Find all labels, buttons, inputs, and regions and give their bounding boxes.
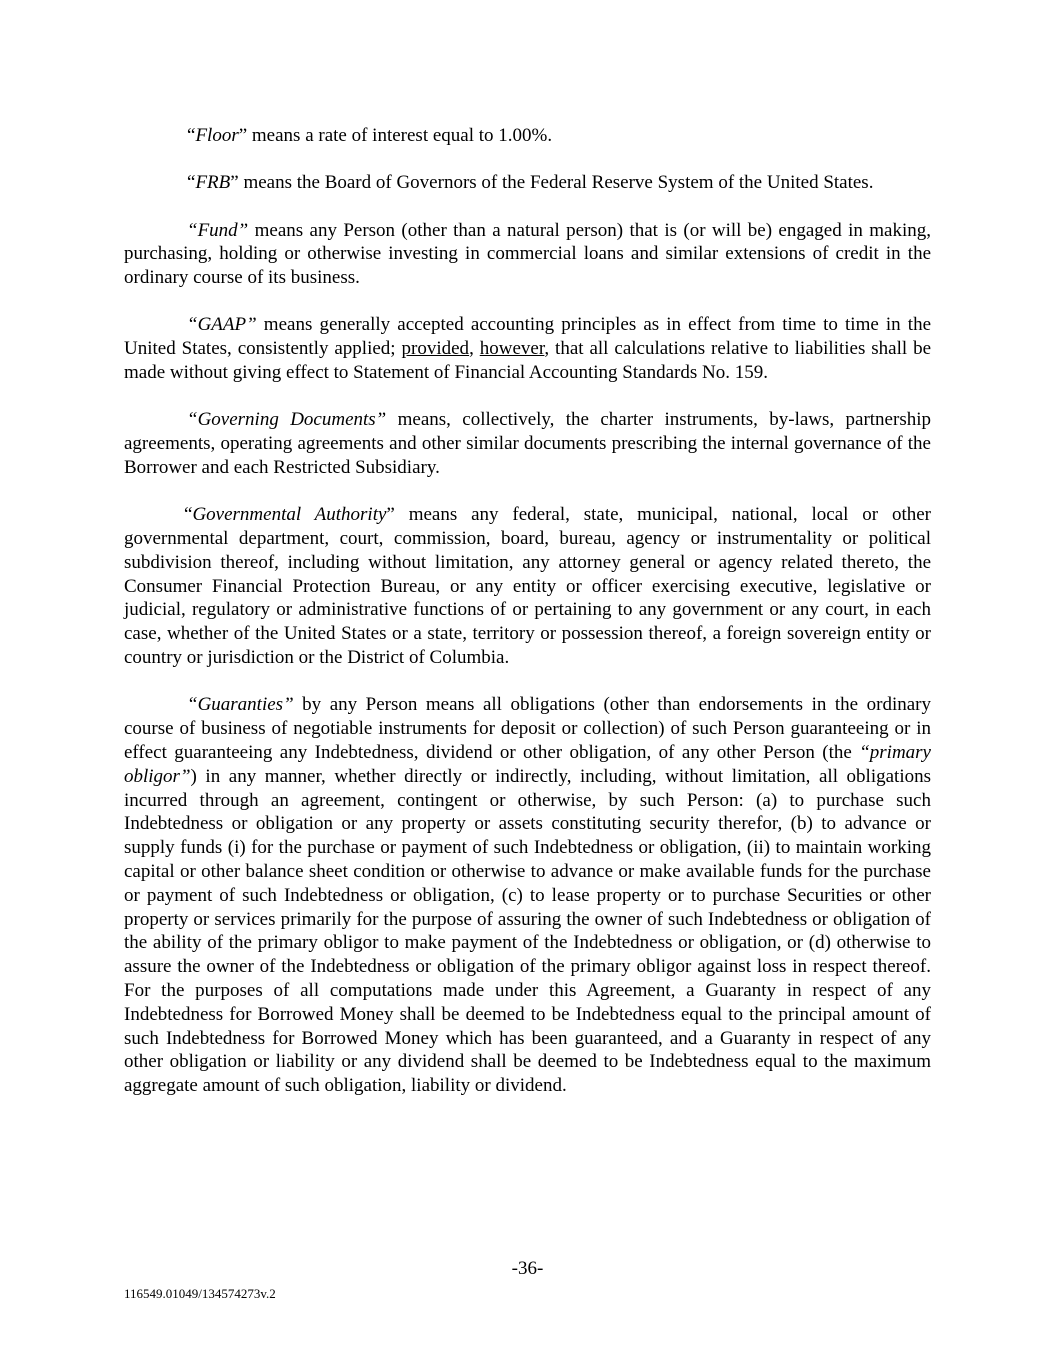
definition-governing-documents [124, 408, 931, 479]
definition-text: ” means any federal, state, municipal, national, local or other governmental department, court, commission, board, bureau, agency or instrumentality or political subdivision thereof, including without limitation, any attorney general or agency related thereto, the Consumer Financial Protection Bureau, or any entity or officer exercising executive, legislative or judicial, regulatory or administrative functions of or pertaining to any government or any court, in each case, whether of the United States or a state, territory or possession thereof, a foreign sovereign entity or country or jurisdiction or the District of Columbia. [124, 504, 932, 669]
open-quote: “ [187, 172, 196, 194]
defined-term: “Governing Documents” [187, 409, 387, 431]
defined-term: Floor [195, 125, 239, 146]
however-underlined: however [479, 338, 545, 360]
defined-term: “GAAP” [187, 314, 257, 336]
defined-term: “Guaranties” [187, 694, 294, 716]
definition-fund [124, 219, 931, 290]
definition-governmental-authority [124, 503, 931, 670]
definition-text-continued: ) in any manner, whether directly or indirectly, including, without limitation, all obligations incurred through an agreement, contingent or otherwise, by such Person: (a) to purchase such Indebtedness or obligation or any property or assets constituting security therefor, (b) to advance or supply funds (i) for the purchase or payment of such Indebtedness or obligation, (ii) to maintain working capital or other balance sheet condition or otherwise to advance or make available funds for the purchase or payment of such Indebtedness or obligation, (c) to lease property or to purchase Securities or other property or services primarily for the purpose of assuring the owner of such Indebtedness or obligation of the ability of the primary obligor to make payment of the Indebtedness or obligation, or (d) otherwise to assure the owner of the Indebtedness or obligation of the primary obligor against loss in respect thereof. For the purposes of all computations made under this Agreement, a Guaranty in respect of any Indebtedness for Borrowed Money shall be deemed to be Indebtedness equal to the principal amount of such Indebtedness for Borrowed Money which has been guaranteed, and a Guaranty in respect of any other obligation or liability or any dividend shall be deemed to be Indebtedness equal to the maximum aggregate amount of such obligation, liability or dividend. [124, 765, 931, 1097]
provided-underlined: provided [401, 338, 470, 360]
definition-text: means, collectively, the charter instruments, by-laws, partnership agreements, operating agreements and other similar documents prescribing the internal governance of the Borrower and each Restricted Subsidiary. [124, 409, 931, 478]
defined-term: “Fund” [187, 219, 249, 241]
definition-text: means any Person (other than a natural person) that is (or will be) engaged in making, purchasing, holding or otherwise investing in commercial loans and similar extensions of credit in the ordinary course of its business. [124, 219, 931, 289]
primary-obligor-term: “primary obligor” [124, 741, 931, 787]
definition-floor [124, 124, 931, 148]
definition-text: means generally accepted accounting principles as in effect from time to time in the United States, consistently applied; [124, 314, 931, 360]
definition-text: ” means a rate of interest equal to 1.00%. [238, 125, 553, 146]
page-number: -36- [511, 1258, 544, 1279]
definition-guaranties [124, 693, 931, 1098]
defined-term: Governmental Authority [192, 504, 387, 526]
definition-text: by any Person means all obligations (other than endorsements in the ordinary course of business of negotiable instruments for deposit or collection) of such Person guaranteeing or in effect guaranteeing any Indebtedness, dividend or other obligation, of any other Person (the [124, 694, 931, 763]
comma: , [469, 338, 480, 360]
document-body [124, 124, 931, 1121]
definition-frb [124, 171, 931, 195]
open-quote: “ [187, 125, 196, 146]
document-id: 116549.01049/134574273v.2 [124, 1286, 276, 1301]
definition-text: ” means the Board of Governors of the Federal Reserve System of the United States. [230, 172, 874, 194]
definition-gaap [124, 313, 931, 384]
defined-term: FRB [195, 172, 231, 194]
definition-text-continued: , that all calculations relative to liabilities shall be made without giving effect to Statement of Financial Accounting Standards No. 159. [124, 338, 932, 384]
open-quote: “ [184, 504, 193, 526]
